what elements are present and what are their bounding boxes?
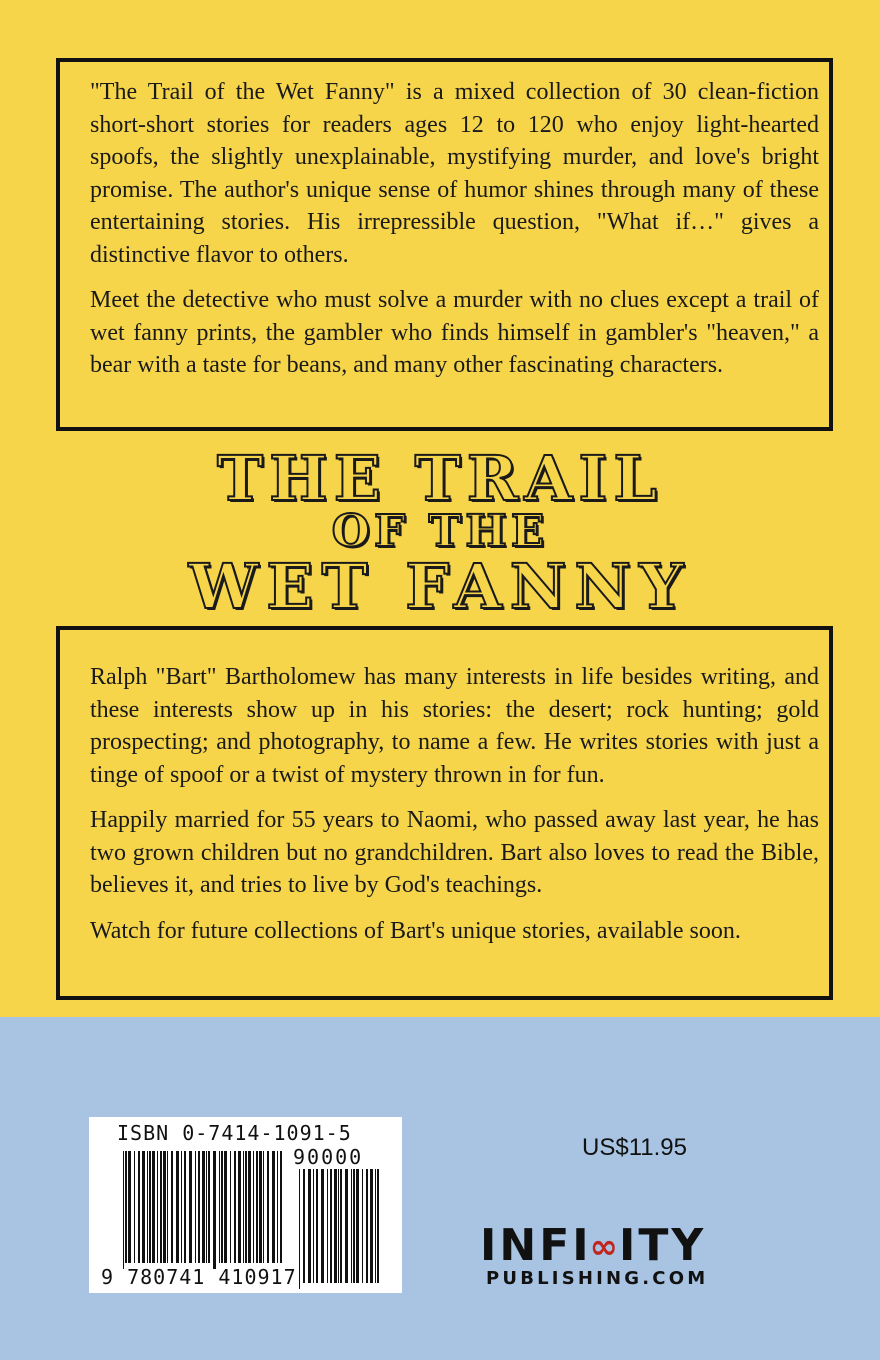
barcode-bar [340,1169,342,1283]
blurb-box [56,58,833,431]
barcode-bar [208,1151,210,1263]
barcode-bar [152,1151,155,1263]
barcode-bar [171,1151,173,1263]
book-title-line-2: OF THE [331,506,549,557]
barcode-bar [263,1151,264,1263]
blurb-paragraph-1: "The Trail of the Wet Fanny" is a mixed collection of 30 clean-fiction short-short stories for readers ages 12 to 120 who enjoy light-hearted spoofs, the slightly unexplainable, mystifying murder, and love's bright promise. The author's unique sense of humor shines through many of these entertaining stories. His irrepressible question, "What if…" gives a distinctive flavor to others. [90,79,819,268]
ean-number: 9 780741 410917 [101,1265,297,1289]
barcode-bar [353,1169,355,1283]
barcode-bar [316,1169,318,1283]
barcode-bar [338,1169,339,1283]
barcode-bar [277,1151,278,1263]
barcode-bar [123,1151,124,1269]
publisher-url: PUBLISHING.COM [486,1268,709,1289]
barcode-bar [366,1169,368,1283]
barcode-bar [299,1169,300,1289]
author-bio-paragraph-1: Ralph "Bart" Bartholomew has many interests in life besides writing, and these interests show up in his stories: the desert; rock hunting; gold prospecting; and photography, to name a few. He writes stories with just a tinge of spoof or a twist of mystery thrown in for fun. [90,664,819,788]
barcode-bar [138,1151,140,1263]
barcode-bar [259,1151,262,1263]
barcode-bar [147,1151,148,1263]
barcode-bar [253,1151,254,1263]
publisher-logo [480,1222,810,1292]
barcode-bar [272,1151,275,1263]
publisher-name [480,1222,706,1271]
barcode-bar [230,1151,231,1263]
barcode-bar [313,1169,314,1283]
isbn-number: ISBN 0-7414-1091-5 [117,1121,352,1145]
barcode-bar [370,1169,373,1283]
barcode-bar [267,1151,269,1263]
barcode-bar [303,1169,305,1283]
infinity-icon: ∞ [589,1227,621,1267]
barcode-bar [375,1169,376,1283]
barcode-bar [157,1151,158,1263]
barcode-bar [245,1151,247,1263]
barcode-bar [234,1151,236,1263]
blurb-paragraph-2: Meet the detective who must solve a murder with no clues except a trail of wet fanny prints, the gambler who finds himself in gambler's "heaven," a bear with a taste for beans, and many other fascinating characters. [90,287,819,378]
barcode-bar [221,1151,223,1263]
barcode-bar [176,1151,179,1263]
barcode-bar [213,1151,216,1269]
barcode-bar [184,1151,186,1263]
author-bio-paragraph-3: Watch for future collections of Bart's unique stories, available soon. [90,917,741,944]
publisher-name-right: ITY [618,1220,707,1271]
barcode-bar [356,1169,359,1283]
barcode-bar [256,1151,258,1263]
barcode-bar [308,1169,311,1283]
barcode-bar [163,1151,166,1263]
barcode-bar [351,1169,352,1283]
addon-code: 90000 [293,1145,364,1169]
publisher-name-left: INFI [480,1220,592,1271]
isbn-barcode [89,1117,402,1293]
barcode-bar [189,1151,192,1263]
author-bio-box [56,626,833,1000]
barcode-bar [202,1151,205,1263]
barcode-bar [243,1151,244,1263]
barcode-bar [128,1151,131,1263]
barcode-bar [195,1151,196,1263]
barcode-bar [280,1151,282,1263]
barcode-bar [181,1151,182,1263]
barcode-bar [206,1151,207,1263]
book-title-line-3: WET FANNY [188,550,692,623]
barcode-bar [377,1169,379,1283]
barcode-bar [224,1151,227,1263]
barcode-bar [238,1151,241,1263]
barcode-bar [327,1169,328,1283]
barcode-bar [330,1169,332,1283]
barcode-bar [160,1151,162,1263]
barcode-bar [334,1169,337,1283]
book-title-line-1: THE TRAIL [217,442,663,515]
barcode-bar [134,1151,135,1263]
barcode-bar [219,1151,220,1263]
book-price: US$11.95 [582,1134,687,1161]
barcode-bar [248,1151,251,1263]
barcode-bar [198,1151,200,1263]
barcode-bar [125,1151,127,1263]
barcode-bar [167,1151,168,1263]
barcode-bar [362,1169,363,1283]
author-bio-paragraph-2: Happily married for 55 years to Naomi, who passed away last year, he has two grown children but no grandchildren. Bart also loves to read the Bible, believes it, and tries to live by God's teachings. [90,807,819,898]
barcode-bar [321,1169,324,1283]
barcode-bar [149,1151,151,1263]
barcode-bar [142,1151,145,1263]
barcode-bar [345,1169,348,1283]
